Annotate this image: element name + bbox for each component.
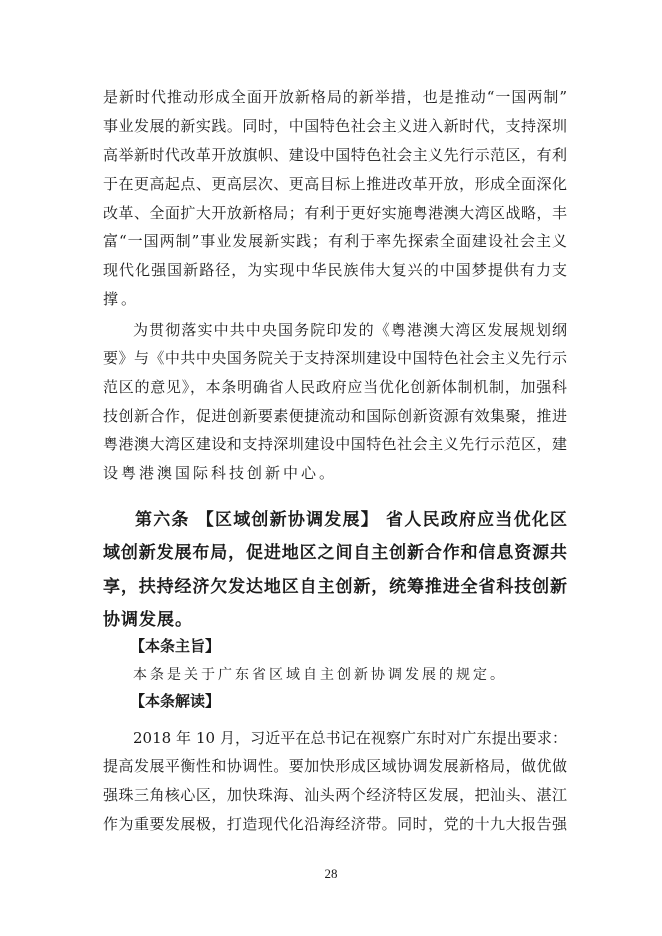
article-line: 域创新发展布局，促进地区之间自主创新合作和信息资源共 (103, 543, 567, 563)
purpose-text: 本条是关于广东省区域自主创新协调发展的规定。 (133, 667, 507, 683)
text-line: 作为重要发展极，打造现代化沿海经济带。同时，党的十九大报告强 (103, 815, 567, 833)
text-line: 强珠三角核心区，加快珠海、汕头两个经济特区发展，把汕头、湛江 (103, 786, 567, 804)
text-line: 2018 年 10 月，习近平在总书记在视察广东时对广东提出要求： (133, 729, 567, 747)
text-line: 是新时代推动形成全面开放新格局的新举措，也是推动“一国两制” (103, 88, 567, 106)
text-line: 要》与《中共中央国务院关于支持深圳建设中国特色社会主义先行示 (103, 349, 567, 367)
text-line: 设粤港澳国际科技创新中心。 (103, 464, 338, 482)
text-line: 改革、全面扩大开放新格局；有利于更好实施粤港澳大湾区战略，丰 (103, 204, 567, 222)
text-line: 现代化强国新路径，为实现中华民族伟大复兴的中国梦提供有力支 (103, 261, 567, 279)
article-line: 协调发展。 (103, 610, 193, 630)
text-line: 技创新合作，促进创新要素便捷流动和国际创新资源有效集聚，推进 (103, 407, 567, 425)
purpose-heading: 【本条主旨】 (130, 637, 221, 655)
text-line: 粤港澳大湾区建设和支持深圳建设中国特色社会主义先行示范区，建 (103, 435, 567, 453)
interpretation-heading: 【本条解读】 (130, 692, 221, 710)
text-line: 为贯彻落实中共中央国务院印发的《粤港澳大湾区发展规划纲 (133, 321, 567, 339)
page-number: 28 (324, 866, 338, 881)
text-line: 范区的意见》，本条明确省人民政府应当优化创新体制机制，加强科 (103, 378, 567, 396)
text-line: 高举新时代改革开放旗帜、建设中国特色社会主义先行示范区，有利 (103, 146, 567, 164)
text-line: 撑。 (103, 290, 140, 308)
text-line: 事业发展的新实践。同时，中国特色社会主义进入新时代，支持深圳 (103, 117, 567, 135)
article-line: 享，扶持经济欠发达地区自主创新，统筹推进全省科技创新 (103, 577, 567, 597)
article-heading-line: 第六条 【区域创新协调发展】 省人民政府应当优化区 (135, 510, 567, 530)
text-line: 于在更高起点、更高层次、更高目标上推进改革开放，形成全面深化 (103, 175, 567, 193)
text-line: 富“一国两制”事业发展新实践；有利于率先探索全面建设社会主义 (103, 232, 567, 250)
text-line: 提高发展平衡性和协调性。要加快形成区域协调发展新格局，做优做 (103, 757, 567, 775)
